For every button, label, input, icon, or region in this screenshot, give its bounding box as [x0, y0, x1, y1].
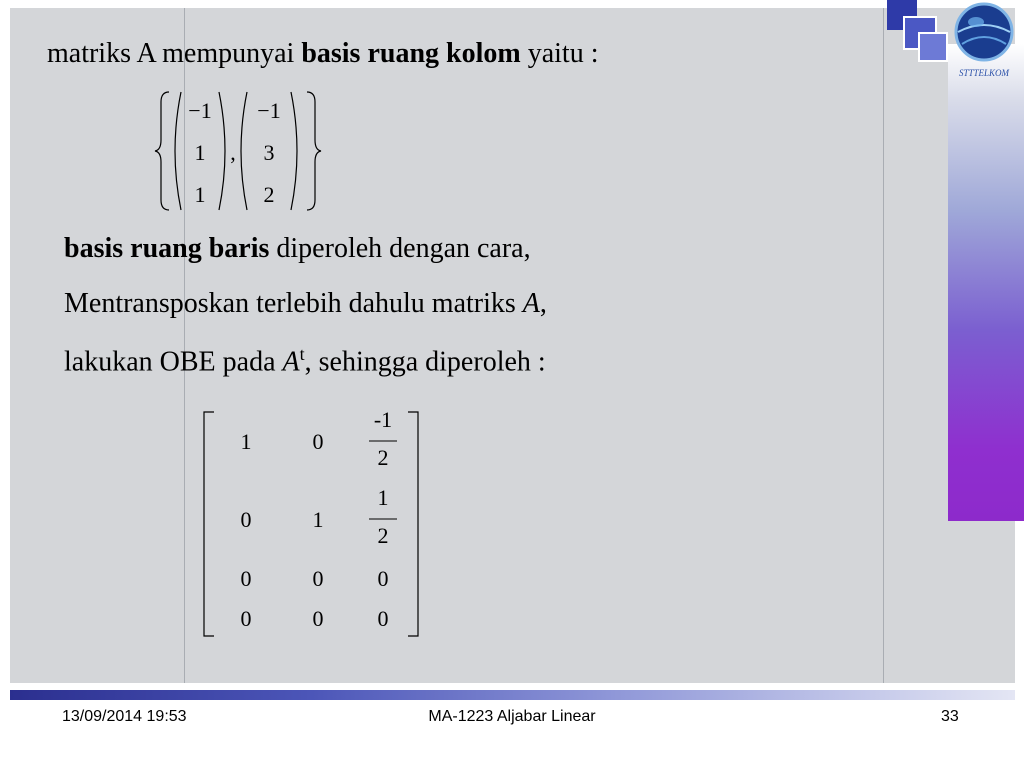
matrix-cell: 1 — [312, 507, 324, 532]
column-basis-set — [153, 88, 323, 214]
footer-course-title: MA-1223 Aljabar Linear — [428, 708, 596, 725]
matrix-cell: 0 — [377, 566, 389, 591]
matrix-fraction-numerator: 1 — [377, 485, 389, 510]
paragraph-line-2 — [64, 233, 531, 265]
intro-text: matriks A mempunyai — [47, 38, 302, 69]
paragraph-line-3 — [64, 288, 547, 320]
transpose-superscript: t — [299, 344, 305, 364]
intro-suffix: yaitu : — [520, 38, 599, 69]
footer-date: 13/09/2014 19:53 — [62, 708, 187, 725]
matrix-fraction-numerator: -1 — [373, 408, 393, 432]
vector-separator: , — [230, 140, 236, 165]
slide-content-area — [10, 8, 1015, 683]
side-gradient-bar — [948, 44, 1024, 521]
line2-rest: diperoleh dengan cara, — [269, 233, 531, 264]
matrix-symbol: A — [522, 288, 540, 319]
footer-gradient-bar — [10, 690, 1015, 700]
column-basis-intro — [47, 38, 598, 70]
matrix-symbol-transpose: A — [282, 346, 300, 378]
matrix-cell: 1 — [240, 429, 252, 454]
v2-entry-1: −1 — [257, 98, 281, 123]
v2-entry-2: 3 — [263, 140, 275, 165]
v1-entry-2: 1 — [194, 140, 206, 165]
row-basis-term: basis ruang baris — [64, 233, 270, 264]
matrix-cell: 0 — [312, 606, 324, 631]
logo-text: STTTELKOM — [958, 68, 1010, 78]
footer-page-number: 33 — [941, 708, 959, 725]
line4-end: , sehingga diperoleh : — [304, 346, 546, 378]
guide-line-right — [883, 8, 884, 683]
line3-end: , — [539, 288, 547, 319]
column-basis-term: basis ruang kolom — [301, 38, 521, 69]
reduced-matrix — [198, 408, 428, 643]
matrix-fraction-denominator: 2 — [377, 445, 389, 470]
v1-entry-3: 1 — [194, 182, 206, 207]
line4-text: lakukan OBE pada — [64, 346, 283, 378]
paragraph-line-4 — [64, 344, 546, 378]
matrix-fraction-denominator: 2 — [377, 523, 389, 548]
matrix-cell: 0 — [312, 429, 324, 454]
v1-entry-1: −1 — [188, 98, 212, 123]
globe-logo-icon — [944, 0, 1024, 80]
matrix-cell: 0 — [240, 606, 252, 631]
matrix-cell: 0 — [377, 606, 389, 631]
matrix-cell: 0 — [312, 566, 324, 591]
v2-entry-3: 2 — [263, 182, 275, 207]
line3-text: Mentransposkan terlebih dahulu matriks — [64, 288, 523, 319]
matrix-cell: 0 — [240, 566, 252, 591]
matrix-cell: 0 — [240, 507, 252, 532]
